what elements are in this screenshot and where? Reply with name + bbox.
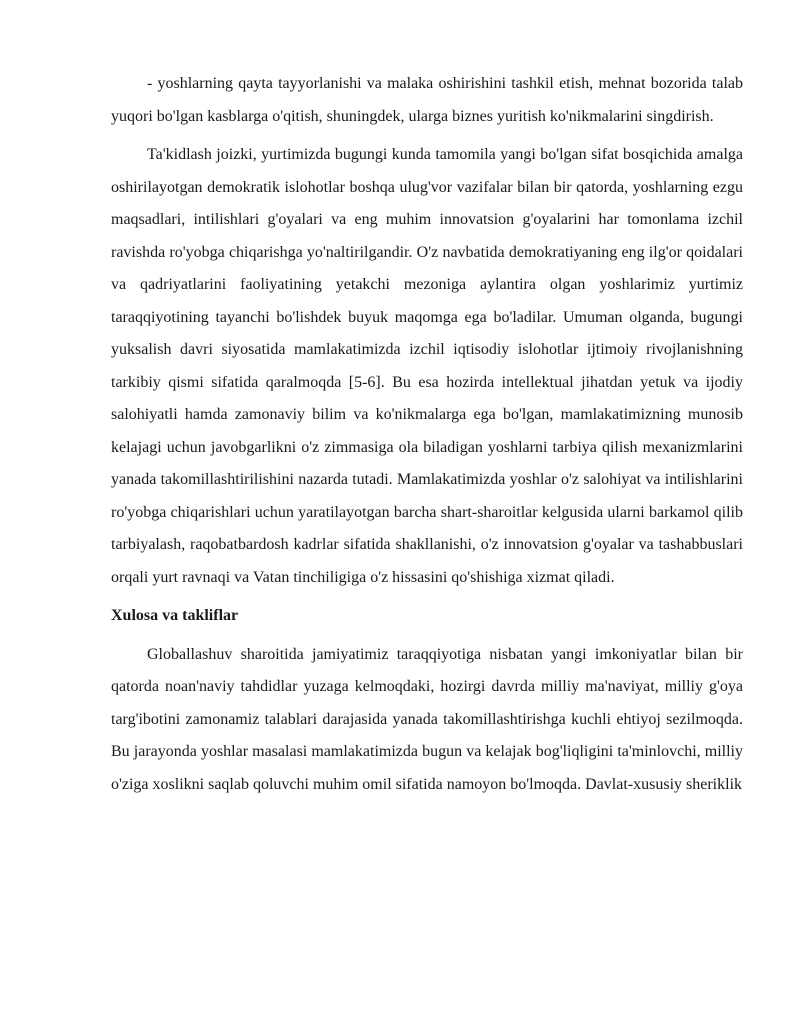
paragraph-3: Globallashuv sharoitida jamiyatimiz taraqqiyotiga nisbatan yangi imkoniyatlar bilan bir qatorda noan'naviy tahdidlar yuzaga kelmoqdaki, hozirgi davrda milliy ma'naviyat, milliy g'oya targ'ibotini zamonamiz talablari darajasida yanada takomillashtirishga kuchli ehtiyoj sezilmoqda. Bu jarayonda yoshlar masalasi mamlakatimizda bugun va kelajak bog'liqligini ta'minlovchi, milliy o'ziga xoslikni saqlab qoluvchi muhim omil sifatida namoyon bo'lmoqda. Davlat-xususiy sheriklik xyxy=(111,645,743,793)
section-heading: Xulosa va takliflar xyxy=(111,607,239,624)
document-page xyxy=(111,68,743,807)
paragraph-2: Ta'kidlash joizki, yurtimizda bugungi kunda tamomila yangi bo'lgan sifat bosqichida amalga oshirilayotgan demokratik islohotlar boshqa ulug'vor vazifalar bilan bir qatorda, yoshlarning ezgu maqsadlari, intilishlari g'oyalari va eng muhim innovatsion g'oyalarini har tomonlama izchil ravishda ro'yobga chiqarishga yo'naltirilgandir. O'z navbatida demokratiyaning eng ilg'or qoidalari va qadriyatlarini faoliyatining yetakchi mezoniga aylantira olgan yoshlarimiz yurtimiz taraqqiyotining tayanchi bo'lishdek buyuk maqomga ega bo'ladilar. Umuman olganda, bugungi yuksalish davri siyosatida mamlakatimizda izchil iqtisodiy islohotlar ijtimoiy rivojlanishning tarkibiy qismi sifatida qaralmoqda [5-6]. Bu esa hozirda intellektual jihatdan yetuk va ijodiy salohiyatli hamda zamonaviy bilim va ko'nikmalarga ega bo'lgan, mamlakatimizning munosib kelajagi uchun javobgarlikni o'z zimmasiga ola biladigan yoshlarni tarbiya qilish mexanizmlarini yanada takomillashtirilishini nazarda tutadi. Mamlakatimizda yoshlar o'z salohiyat va intilishlarini ro'yobga chiqarishlari uchun yaratilayotgan barcha shart-sharoitlar kelgusida ularni barkamol qilib tarbiyalash, raqobatbardosh kadrlar sifatida shakllanishi, o'z innovatsion g'oyalar va tashabbuslari orqali yurt ravnaqi va Vatan tinchiligiga o'z hissasini qo'shishiga xizmat qiladi. xyxy=(111,146,743,586)
paragraph-1: - yoshlarning qayta tayyorlanishi va malaka oshirishini tashkil etish, mehnat bozorida talab yuqori bo'lgan kasblarga o'qitish, shuningdek, ularga biznes yuritish ko'nikmalarini singdirish. xyxy=(111,75,743,125)
